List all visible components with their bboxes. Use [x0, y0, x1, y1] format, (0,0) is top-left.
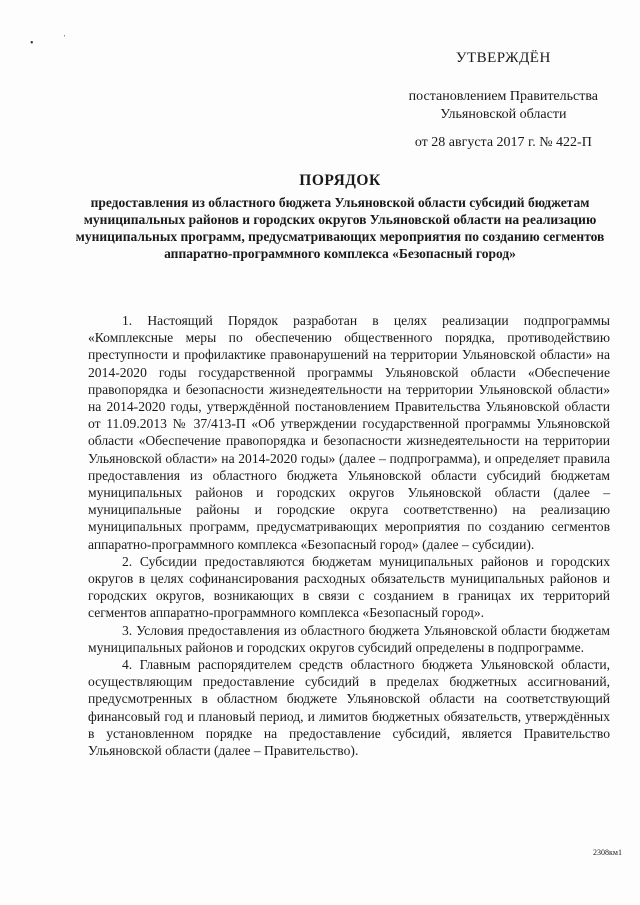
document-body	[88, 312, 610, 759]
approval-line-1: постановлением Правительства	[408, 89, 598, 104]
scan-speck-icon: •	[30, 38, 34, 49]
paragraph-4: 4. Главным распорядителем средств областного бюджета Ульяновской области, осуществляющим предоставление субсидий в пределах бюджетных ассигнований, предусмотренных в областном бюджете Ульяновской области на соответствующий финансовый год и плановый период, и лимитов бюджетных обязательств, утверждённых в установленном порядке на предоставление субсидий, является Правительство Ульяновской области (далее – Правительство).	[88, 657, 610, 759]
scan-speck-icon: '	[64, 34, 66, 42]
paragraph-2: 2. Субсидии предоставляются бюджетам муниципальных районов и городских округов в целях софинансирования расходных обязательств муниципальных районов и городских округов, возникающих в связи с созданием в границах их территорий сегментов аппаратно-программного комплекса «Безопасный город».	[88, 553, 610, 621]
approval-title: УТВЕРЖДЁН	[455, 50, 551, 66]
approval-block	[409, 50, 598, 151]
approval-line-3: от 28 августа 2017 г. № 422-П	[414, 135, 592, 150]
document-title-block	[60, 172, 620, 262]
footer-code: 2308км1	[593, 848, 622, 857]
paragraph-1: 1. Настоящий Порядок разработан в целях реализации подпрограммы «Комплексные меры по обеспечению общественного порядка, противодействию преступности и профилактике правонарушений на территории Ульяновской области» на 2014-2020 годы государственной программы Ульяновской области «Обеспечение правопорядка и безопасности жизнедеятельности на территории Ульяновской области» на 2014-2020 годы, утверждённой постановлением Правительства Ульяновской области от 11.09.2013 № 37/413-П «Об утверждении государственной программы Ульяновской области «Обеспечение правопорядка и безопасности жизнедеятельности на территории Ульяновской области» на 2014-2020 годы» (далее – подпрограмма), и определяет правила предоставления из областного бюджета Ульяновской области субсидий бюджетам муниципальных районов и городских округов Ульяновской области (далее – муниципальные районы и городские округа соответственно) на реализацию муниципальных программ, предусматривающих мероприятия по созданию сегментов аппаратно-программного комплекса «Безопасный город» (далее – субсидии).	[88, 313, 610, 552]
document-title: ПОРЯДОК	[299, 172, 381, 189]
document-subtitle: предоставления из областного бюджета Ульяновской области субсидий бюджетам муниципальных районов и городских округов Ульяновской области на реализацию муниципальных программ, предусматривающих мероприятия по созданию сегментов аппаратно-программного комплекса «Безопасный город»	[75, 195, 605, 261]
paragraph-3: 3. Условия предоставления из областного бюджета Ульяновской области бюджетам муниципальных районов и городских округов субсидий определены в подпрограмме.	[88, 622, 610, 655]
approval-line-2: Ульяновской области	[440, 107, 567, 122]
